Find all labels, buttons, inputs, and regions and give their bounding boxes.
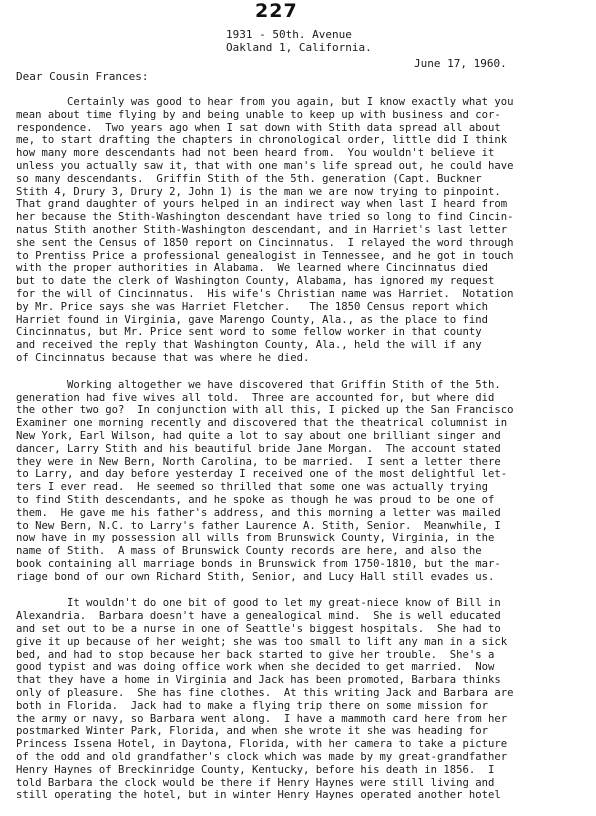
paragraph bbox=[16, 379, 586, 584]
text-line: dancer, Larry Stith and his beautiful bride Jane Morgan. The account stated bbox=[16, 442, 501, 455]
text-line: me, to start drafting the chapters in chronological order, little did I think bbox=[16, 134, 508, 147]
text-line: generation had five wives all told. Three are accounted for, but where did bbox=[16, 391, 495, 404]
text-line: name of Stith. A mass of Brunswick County records are here, and also the bbox=[16, 545, 482, 558]
paragraph bbox=[16, 96, 586, 365]
text-line: and received the reply that Washington County, Ala., held the will if any bbox=[16, 339, 482, 352]
text-line: That grand daughter of yours helped in an indirect way when last I heard from bbox=[16, 198, 508, 211]
text-line: postmarked Winter Park, Florida, and when she wrote it she was heading for bbox=[16, 725, 488, 738]
text-line: to Prentiss Price a professional genealogist in Tennessee, and he got in touch bbox=[16, 249, 514, 262]
text-line: they were in New Bern, North Carolina, to be married. I sent a letter there bbox=[16, 455, 501, 468]
text-line: of Cincinnatus because that was where he died. bbox=[16, 351, 310, 364]
text-line: with the proper authorities in Alabama. We learned where Cincinnatus died bbox=[16, 262, 488, 275]
text-line: she sent the Census of 1850 report on Cincinnatus. I relayed the word through bbox=[16, 236, 514, 249]
text-line: It wouldn't do one bit of good to let my great-niece know of Bill in bbox=[16, 597, 501, 610]
text-line: by Mr. Price says she was Harriet Fletcher. The 1850 Census report which bbox=[16, 300, 488, 313]
text-line: book containing all marriage bonds in Brunswick from 1750-1810, but the mar- bbox=[16, 557, 501, 570]
text-line: both in Florida. Jack had to make a flying trip there on some mission for bbox=[16, 699, 488, 712]
text-line: ters I ever read. He seemed so thrilled that some one was actually trying bbox=[16, 481, 488, 494]
text-line: still operating the hotel, but in winter Henry Haynes operated another hotel bbox=[16, 789, 501, 802]
text-line: natus Stith another Stith-Washington descendant, and in Harriet's last letter bbox=[16, 223, 508, 236]
text-line: only of pleasure. She has fine clothes. At this writing Jack and Barbara are bbox=[16, 687, 514, 700]
text-line: Princess Issena Hotel, in Daytona, Florida, with her camera to take a picture bbox=[16, 738, 508, 751]
text-line: bed, and had to stop because her back started to give her trouble. She's a bbox=[16, 648, 495, 661]
text-line: now have in my possession all wills from Brunswick County, Virginia, in the bbox=[16, 532, 495, 545]
text-line: the army or navy, so Barbara went along. I have a mammoth card here from her bbox=[16, 712, 508, 725]
text-line: Henry Haynes of Breckinridge County, Kentucky, before his death in 1856. I bbox=[16, 763, 495, 776]
text-line: and set out to be a nurse in one of Seattle's biggest hospitals. She had to bbox=[16, 623, 501, 636]
text-line: how many more descendants had not been heard from. You wouldn't believe it bbox=[16, 147, 495, 160]
text-line: mean about time flying by and being unable to keep up with business and cor- bbox=[16, 108, 501, 121]
salutation: Dear Cousin Frances: bbox=[16, 70, 149, 83]
text-line: so many descendants. Griffin Stith of the 5th. generation (Capt. Buckner bbox=[16, 172, 482, 185]
text-line: Harriet found in Virginia, gave Marengo County, Ala., as the place to find bbox=[16, 313, 488, 326]
letter-date: June 17, 1960. bbox=[414, 57, 507, 70]
text-line: Certainly was good to hear from you again, but I know exactly what you bbox=[16, 96, 514, 108]
text-line: to New Bern, N.C. to Larry's father Laurence A. Stith, Senior. Meanwhile, I bbox=[16, 519, 501, 532]
sender-address bbox=[226, 28, 372, 54]
text-line: the other two go? In conjunction with all this, I picked up the San Francisco bbox=[16, 404, 514, 417]
paragraph bbox=[16, 597, 586, 802]
text-line: good typist and was doing office work when she decided to get married. Now bbox=[16, 661, 495, 674]
text-line: told Barbara the clock would be there if Henry Haynes were still living and bbox=[16, 776, 495, 789]
page-number: 227 bbox=[255, 0, 298, 22]
text-line: her because the Stith-Washington descendant have tried so long to find Cincin- bbox=[16, 211, 514, 224]
text-line: Cincinnatus, but Mr. Price sent word to some fellow worker in that county bbox=[16, 326, 482, 339]
text-line: unless you actually saw it, that with one man's life spread out, he could have bbox=[16, 159, 514, 172]
text-line: for the will of Cincinnatus. His wife's Christian name was Harriet. Notation bbox=[16, 287, 514, 300]
text-line: Working altogether we have discovered that Griffin Stith of the 5th. bbox=[16, 378, 501, 391]
text-line: to Larry, and day before yesterday I received one of the most delightful let- bbox=[16, 468, 508, 481]
text-line: but to date the clerk of Washington County, Alabama, has ignored my request bbox=[16, 275, 495, 288]
letter-body bbox=[16, 96, 586, 816]
text-line: New York, Earl Wilson, had quite a lot to say about one brilliant singer and bbox=[16, 429, 501, 442]
text-line: them. He gave me his father's address, and this morning a letter was mailed bbox=[16, 506, 501, 519]
text-line: give it up because of her weight; she was too small to lift any man in a sick bbox=[16, 635, 508, 648]
address-street: 1931 - 50th. Avenue bbox=[226, 28, 352, 41]
text-line: Alexandria. Barbara doesn't have a genealogical mind. She is well educated bbox=[16, 610, 501, 623]
text-line: of the odd and old grandfather's clock which was made by my great-grandfather bbox=[16, 751, 508, 764]
text-line: Examiner one morning recently and discovered that the theatrical columnist in bbox=[16, 417, 508, 430]
text-line: respondence. Two years ago when I sat down with Stith data spread all about bbox=[16, 121, 501, 134]
text-line: that they have a home in Virginia and Jack has been promoted, Barbara thinks bbox=[16, 674, 501, 687]
text-line: riage bond of our own Richard Stith, Senior, and Lucy Hall still evades us. bbox=[16, 570, 495, 583]
text-line: to find Stith descendants, and he spoke as though he was proud to be one of bbox=[16, 493, 495, 506]
address-city: Oakland 1, California. bbox=[226, 41, 372, 54]
text-line: Stith 4, Drury 3, Drury 2, John 1) is the man we are now trying to pinpoint. bbox=[16, 185, 501, 198]
